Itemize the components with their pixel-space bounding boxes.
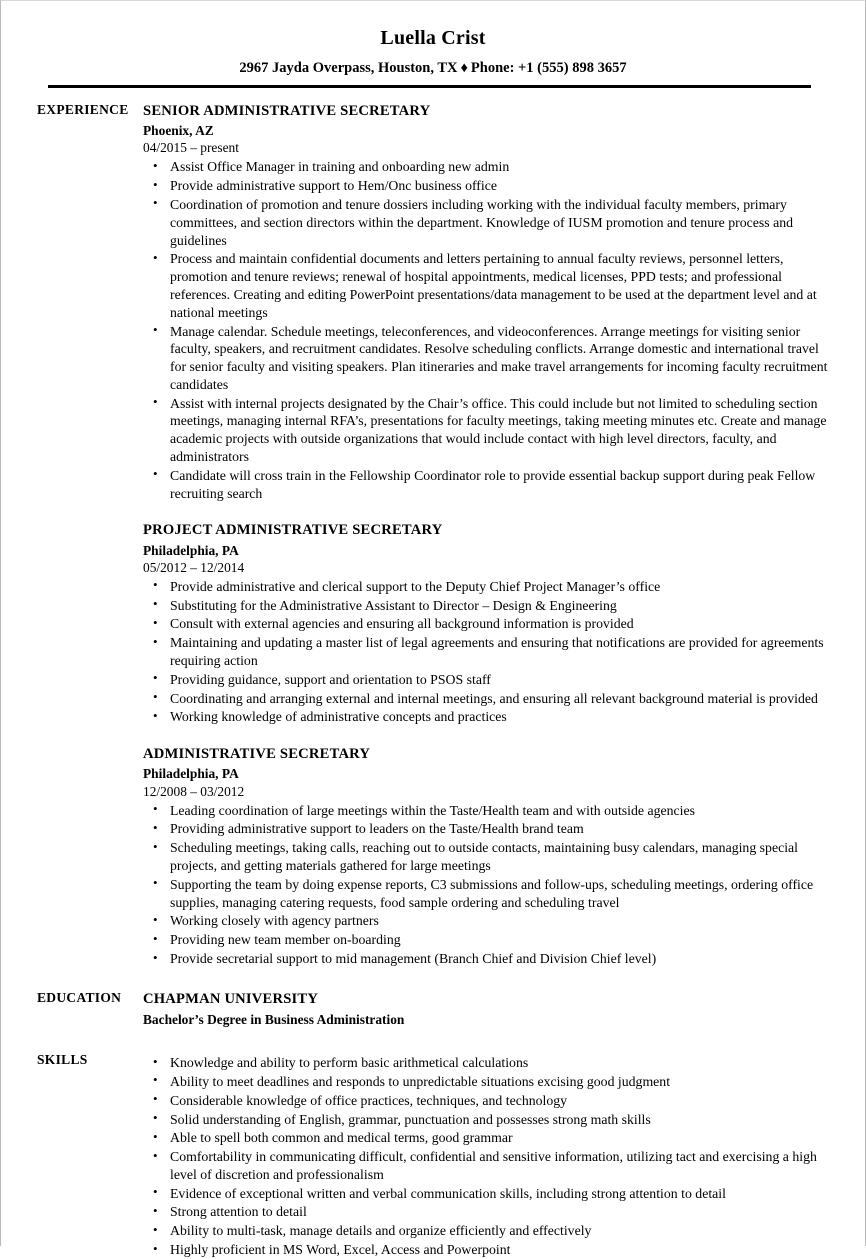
job-dates: 04/2015 – present — [143, 140, 239, 156]
job-title: ADMINISTRATIVE SECRETARY — [143, 746, 371, 763]
job-bullet: • Providing new team member on-boarding — [149, 931, 835, 949]
contact-phone: Phone: +1 (555) 898 3657 — [470, 60, 627, 76]
header-divider — [48, 85, 811, 88]
job-location: Phoenix, AZ — [143, 123, 214, 139]
resume-header — [1, 27, 865, 88]
job-title: SENIOR ADMINISTRATIVE SECRETARY — [143, 102, 431, 119]
contact-address: 2967 Jayda Overpass, Houston, TX — [239, 60, 458, 76]
skills-label: SKILLS — [37, 1052, 88, 1068]
job-entry — [143, 745, 835, 968]
experience-section — [1, 102, 865, 968]
education-section — [1, 990, 865, 1028]
job-bullet: • Provide administrative and clerical support to the Deputy Chief Project Manager’s office — [149, 578, 835, 596]
job-bullet: • Maintaining and updating a master list of legal agreements and ensuring that notifications are provided for agreements requiring action — [149, 634, 835, 670]
job-location: Philadelphia, PA — [143, 542, 239, 558]
skill-bullet: • Comfortability in communicating difficult, confidential and sensitive information, utilizing tact and exercising a high level of discretion and professionalism — [149, 1148, 835, 1184]
job-bullet: • Coordinating and arranging external and internal meetings, and ensuring all relevant background material is provided — [149, 690, 835, 708]
job-bullet: • Coordination of promotion and tenure dossiers including working with the individual faculty members, primary committees, and section directors within the department. Knowledge of IUSM promotion and tenure process and guidelines — [149, 196, 835, 249]
skill-bullet: • Strong attention to detail — [149, 1203, 835, 1221]
experience-content — [143, 102, 865, 968]
education-school: CHAPMAN UNIVERSITY — [143, 990, 319, 1007]
experience-label: EXPERIENCE — [37, 101, 129, 117]
skills-section — [1, 1052, 865, 1259]
job-dates: 05/2012 – 12/2014 — [143, 559, 245, 575]
education-label: EDUCATION — [37, 989, 122, 1005]
job-bullet: • Assist with internal projects designated by the Chair’s office. This could include but not limited to scheduling section meetings, managing internal RFA’s, presentations for faculty meetings, taking meeting minutes etc. Create and manage academic projects with outside organizations that would include contact with high level directors, faculty, and administrators — [149, 395, 835, 466]
education-degree: Bachelor’s Degree in Business Administration — [143, 1012, 405, 1028]
candidate-name: Luella Crist — [380, 27, 486, 49]
skill-bullet: • Able to spell both common and medical terms, good grammar — [149, 1129, 835, 1147]
job-bullet: • Leading coordination of large meetings within the Taste/Health team and with outside agencies — [149, 802, 835, 820]
job-bullet: • Process and maintain confidential documents and letters pertaining to annual faculty reviews, personnel letters, promotion and tenure reviews; renewal of hospital appointments, medical licenses, PPD tests; and professional references. Creating and editing PowerPoint presentations/data management to be used at the department level and at national meetings — [149, 250, 835, 321]
job-bullet: • Working closely with agency partners — [149, 912, 835, 930]
skill-bullet: • Ability to multi-task, manage details and organize efficiently and effectively — [149, 1222, 835, 1240]
job-bullet: • Supporting the team by doing expense reports, C3 submissions and follow-ups, scheduling meetings, ordering office supplies, managing catering requests, food sample ordering and scheduling travel — [149, 876, 835, 912]
job-dates: 12/2008 – 03/2012 — [143, 783, 245, 799]
job-bullet: • Manage calendar. Schedule meetings, teleconferences, and videoconferences. Arrange meetings for visiting senior faculty, speakers, and recruitment candidates. Resolve scheduling conflicts. Arrange domestic and international travel for senior faculty and visiting speakers. Plan itineraries and make travel arrangements for incoming faculty recruitment candidates — [149, 323, 835, 394]
job-bullet: • Assist Office Manager in training and onboarding new admin — [149, 158, 835, 176]
skills-bullet-list — [143, 1054, 835, 1259]
skill-bullet: • Knowledge and ability to perform basic arithmetical calculations — [149, 1054, 835, 1072]
job-bullet: • Provide administrative support to Hem/Onc business office — [149, 177, 835, 195]
job-location: Philadelphia, PA — [143, 766, 239, 782]
skill-bullet: • Ability to meet deadlines and responds to unpredictable situations excising good judgment — [149, 1073, 835, 1091]
job-entry — [143, 102, 835, 503]
skill-bullet: • Considerable knowledge of office practices, techniques, and technology — [149, 1092, 835, 1110]
diamond-separator-icon: ♦ — [460, 60, 468, 76]
education-content — [143, 990, 865, 1028]
job-bullet: • Providing administrative support to leaders on the Taste/Health brand team — [149, 820, 835, 838]
job-bullet: • Substituting for the Administrative Assistant to Director – Design & Engineering — [149, 597, 835, 615]
job-bullet-list — [143, 802, 835, 968]
job-bullet-list — [143, 158, 835, 502]
job-title: PROJECT ADMINISTRATIVE SECRETARY — [143, 522, 443, 539]
skill-bullet: • Evidence of exceptional written and verbal communication skills, including strong attention to detail — [149, 1185, 835, 1203]
job-bullet-list — [143, 578, 835, 726]
job-bullet: • Scheduling meetings, taking calls, reaching out to outside contacts, maintaining busy calendars, managing special projects, and getting materials gathered for large meetings — [149, 839, 835, 875]
job-bullet: • Providing guidance, support and orientation to PSOS staff — [149, 671, 835, 689]
contact-line — [1, 61, 865, 77]
job-bullet: • Provide secretarial support to mid management (Branch Chief and Division Chief level) — [149, 950, 835, 968]
skill-bullet: • Solid understanding of English, grammar, punctuation and possesses strong math skills — [149, 1111, 835, 1129]
job-entry — [143, 521, 835, 726]
skill-bullet: • Highly proficient in MS Word, Excel, Access and Powerpoint — [149, 1241, 835, 1259]
job-bullet: • Candidate will cross train in the Fellowship Coordinator role to provide essential backup support during peak Fellow recruiting search — [149, 467, 835, 503]
skills-content — [143, 1052, 865, 1259]
job-bullet: • Working knowledge of administrative concepts and practices — [149, 708, 835, 726]
job-bullet: • Consult with external agencies and ensuring all background information is provided — [149, 615, 835, 633]
